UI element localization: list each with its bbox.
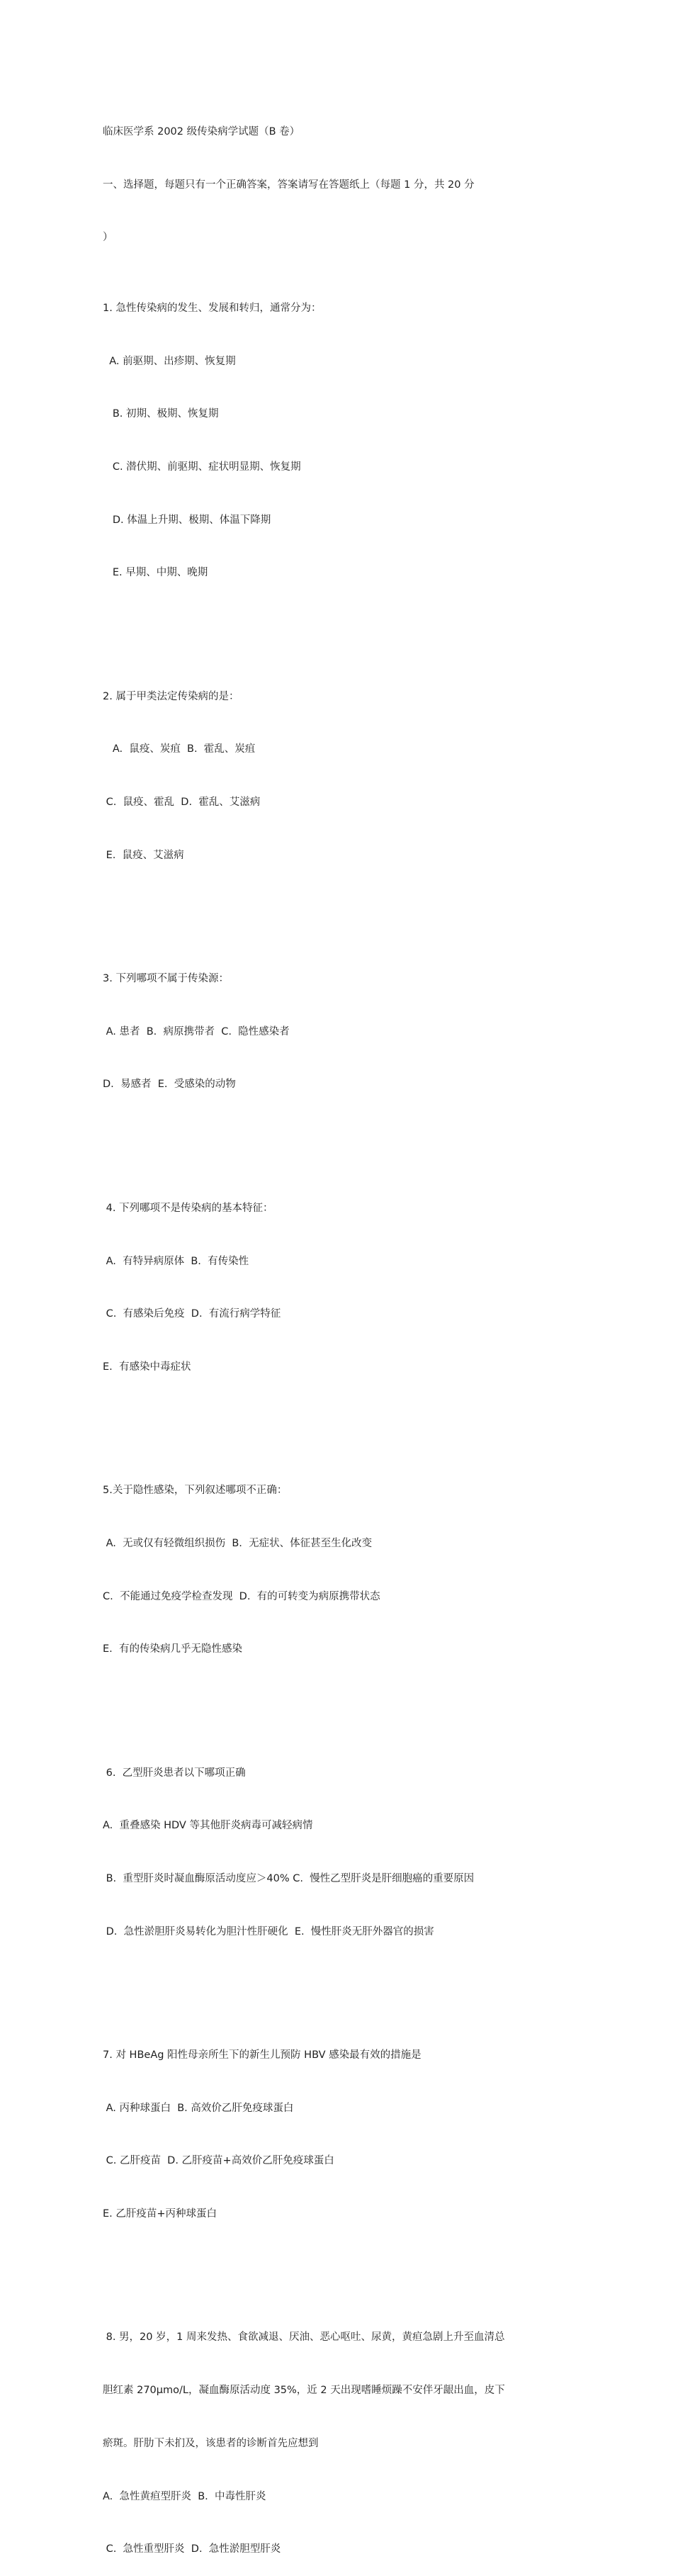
spacer bbox=[103, 2259, 584, 2276]
question-2-options: C. 鼠疫、霍乱 D. 霍乱、艾滋病 bbox=[103, 797, 261, 809]
question-6-options: B. 重型肝炎时凝血酶原活动度应＞40% C. 慢性乙型肝炎是肝细胞癌的重要原因 bbox=[103, 1873, 475, 1885]
question-7-options: C. 乙肝疫苗 D. 乙肝疫苗+高效价乙肝免疫球蛋白 bbox=[103, 2155, 334, 2167]
question-7-options: E. 乙肝疫苗+丙种球蛋白 bbox=[103, 2208, 217, 2220]
question-2-stem: 2. 属于甲类法定传染病的是： bbox=[103, 690, 239, 702]
exam-title: 临床医学系 2002 级传染病学试题（B 卷） bbox=[103, 125, 300, 137]
spacer bbox=[103, 899, 584, 917]
question-3-stem: 3. 下列哪项不属于传染源： bbox=[103, 973, 229, 985]
question-4-options: A. 有特异病原体 B. 有传染性 bbox=[103, 1255, 249, 1267]
section-instruction-cont: ） bbox=[103, 232, 113, 244]
question-4-options: C. 有感染后免疫 D. 有流行病学特征 bbox=[103, 1308, 281, 1320]
question-2-options: E. 鼠疫、艾滋病 bbox=[103, 849, 184, 861]
spacer bbox=[103, 1694, 584, 1711]
question-8-stem: 8. 男，20 岁，1 周来发热、食欲减退、厌油、恶心呕吐、尿黄，黄疸急剧上升至血清总 bbox=[103, 2332, 505, 2344]
question-1-option-b: B. 初期、极期、恢复期 bbox=[103, 408, 219, 420]
question-1-option-d: D. 体温上升期、极期、体温下降期 bbox=[103, 514, 271, 526]
question-8-options: C. 急性重型肝炎 D. 急性淤胆型肝炎 bbox=[103, 2543, 281, 2555]
spacer bbox=[103, 1412, 584, 1429]
question-1-stem: 1. 急性传染病的发生、发展和转归，通常分为： bbox=[103, 302, 322, 314]
question-3-options: D. 易感者 E. 受感染的动物 bbox=[103, 1079, 236, 1091]
question-5-options: E. 有的传染病几乎无隐性感染 bbox=[103, 1643, 242, 1655]
question-1-option-e: E. 早期、中期、晚期 bbox=[103, 567, 208, 579]
question-3-options: A. 患者 B. 病原携带者 C. 隐性感染者 bbox=[103, 1025, 290, 1037]
question-6-options: D. 急性淤胆肝炎易转化为胆汁性肝硬化 E. 慢性肝炎无肝外器官的损害 bbox=[103, 1925, 434, 1937]
question-8-stem-cont: 瘀斑。肝肋下未扪及，该患者的诊断首先应想到 bbox=[103, 2437, 319, 2449]
question-5-options: C. 不能通过免疫学检查发现 D. 有的可转变为病原携带状态 bbox=[103, 1590, 380, 1602]
question-5-stem: 5.关于隐性感染，下列叙述哪项不正确： bbox=[103, 1485, 288, 1497]
question-1-option-a: A. 前驱期、出疹期、恢复期 bbox=[103, 355, 236, 367]
question-5-options: A. 无或仅有轻微组织损伤 B. 无症状、体征甚至生化改变 bbox=[103, 1537, 373, 1549]
spacer bbox=[103, 617, 584, 635]
question-8-stem-cont: 胆红素 270μmo/L，凝血酶原活动度 35%，近 2 天出现嗜睡烦躁不安伴牙龈出血，皮下 bbox=[103, 2385, 505, 2397]
spacer bbox=[103, 1976, 584, 1993]
question-7-stem: 7. 对 HBeAg 阳性母亲所生下的新生儿预防 HBV 感染最有效的措施是 bbox=[103, 2049, 422, 2062]
section-instruction: 一、选择题，每题只有一个正确答案，答案请写在答题纸上（每题 1 分，共 20 分 bbox=[103, 179, 475, 191]
spacer bbox=[103, 1129, 584, 1147]
question-2-options: A. 鼠疫、炭疽 B. 霍乱、炭疽 bbox=[103, 743, 256, 755]
question-4-options: E. 有感染中毒症状 bbox=[103, 1361, 191, 1373]
question-6-options: A. 重叠感染 HDV 等其他肝炎病毒可减轻病情 bbox=[103, 1820, 313, 1832]
exam-document bbox=[103, 88, 584, 2576]
question-7-options: A. 丙种球蛋白 B. 高效价乙肝免疫球蛋白 bbox=[103, 2102, 294, 2114]
question-4-stem: 4. 下列哪项不是传染病的基本特征： bbox=[103, 1202, 273, 1214]
question-8-options: A. 急性黄疸型肝炎 B. 中毒性肝炎 bbox=[103, 2490, 266, 2502]
question-6-stem: 6. 乙型肝炎患者以下哪项正确 bbox=[103, 1767, 246, 1779]
question-1-option-c: C. 潜伏期、前驱期、症状明显期、恢复期 bbox=[103, 461, 301, 473]
